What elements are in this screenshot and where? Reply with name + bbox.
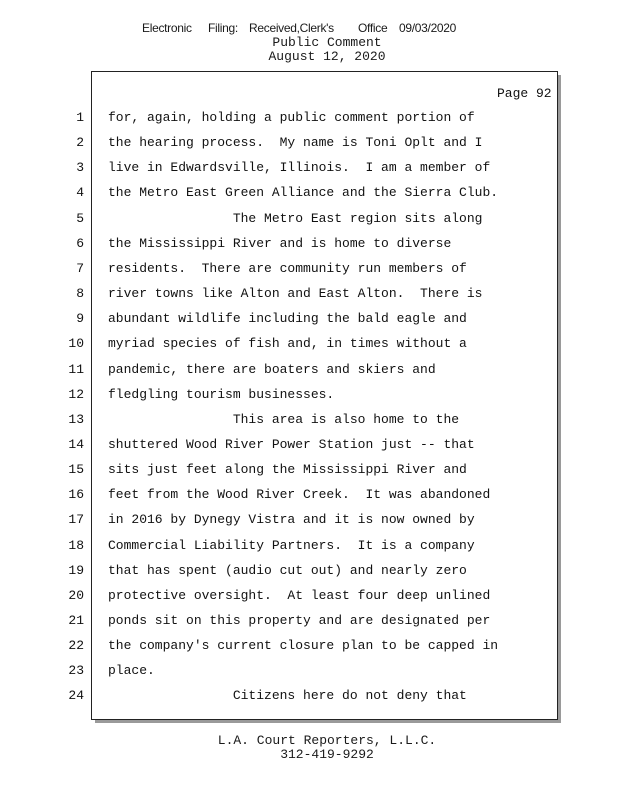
transcript-line: in 2016 by Dynegy Vistra and it is now owned by	[108, 512, 475, 527]
line-number: 17	[68, 512, 84, 527]
line-number: 4	[76, 185, 84, 200]
stamp-word-office: Office	[358, 21, 388, 35]
stamp-word-filing: Filing:	[208, 21, 238, 35]
line-number: 21	[68, 613, 84, 628]
line-number: 23	[68, 663, 84, 678]
line-number: 11	[68, 362, 84, 377]
transcript-line: shuttered Wood River Power Station just -- that	[108, 437, 475, 452]
transcript-line: the hearing process. My name is Toni Oplt and I	[108, 135, 483, 150]
transcript-line: sits just feet along the Mississippi River and	[108, 462, 467, 477]
transcript-line: for, again, holding a public comment portion of	[108, 110, 475, 125]
line-number: 14	[68, 437, 84, 452]
line-number: 22	[68, 638, 84, 653]
transcript-line: The Metro East region sits along	[108, 211, 483, 226]
transcript-line: Commercial Liability Partners. It is a company	[108, 538, 475, 553]
stamp-word-electronic: Electronic	[142, 21, 192, 35]
transcript-line: place.	[108, 663, 155, 678]
transcript-line: fledgling tourism businesses.	[108, 387, 335, 402]
line-number: 10	[68, 336, 84, 351]
reporter-company: L.A. Court Reporters, L.L.C.	[217, 733, 437, 748]
line-number: 8	[76, 286, 84, 301]
line-number: 7	[76, 261, 84, 276]
transcript-line: the company's current closure plan to be capped in	[108, 638, 499, 653]
transcript-line: that has spent (audio cut out) and nearly zero	[108, 563, 467, 578]
transcript-line: live in Edwardsville, Illinois. I am a member of	[108, 160, 491, 175]
transcript-line: river towns like Alton and East Alton. There is	[108, 286, 483, 301]
line-number: 19	[68, 563, 84, 578]
line-number: 18	[68, 538, 84, 553]
line-number: 1	[76, 110, 84, 125]
transcript-line: the Metro East Green Alliance and the Sierra Club.	[108, 185, 499, 200]
transcript-line: ponds sit on this property and are designated per	[108, 613, 491, 628]
line-number: 12	[68, 387, 84, 402]
reporter-phone: 312-419-9292	[280, 747, 374, 762]
transcript-line: feet from the Wood River Creek. It was abandoned	[108, 487, 491, 502]
line-number: 9	[76, 311, 84, 326]
hearing-date: August 12, 2020	[268, 49, 386, 64]
stamp-word-received: Received,Clerk's	[249, 21, 334, 35]
line-number: 24	[68, 688, 84, 703]
line-number: 3	[76, 160, 84, 175]
line-number: 20	[68, 588, 84, 603]
transcript-line: myriad species of fish and, in times without a	[108, 336, 467, 351]
transcript-line: pandemic, there are boaters and skiers and	[108, 362, 436, 377]
line-number: 5	[76, 211, 84, 226]
line-number: 13	[68, 412, 84, 427]
transcript-line: abundant wildlife including the bald eagle and	[108, 311, 467, 326]
transcript-line: protective oversight. At least four deep unlined	[108, 588, 491, 603]
line-number: 2	[76, 135, 84, 150]
document-title: Public Comment	[272, 35, 382, 50]
line-number: 15	[68, 462, 84, 477]
stamp-date: 09/03/2020	[399, 21, 457, 35]
transcript-line: This area is also home to the	[108, 412, 460, 427]
transcript-line: Citizens here do not deny that	[108, 688, 467, 703]
line-number: 6	[76, 236, 84, 251]
page-number: Page 92	[497, 86, 552, 101]
transcript-line: the Mississippi River and is home to diverse	[108, 236, 452, 251]
transcript-line: residents. There are community run members of	[108, 261, 467, 276]
line-number: 16	[68, 487, 84, 502]
